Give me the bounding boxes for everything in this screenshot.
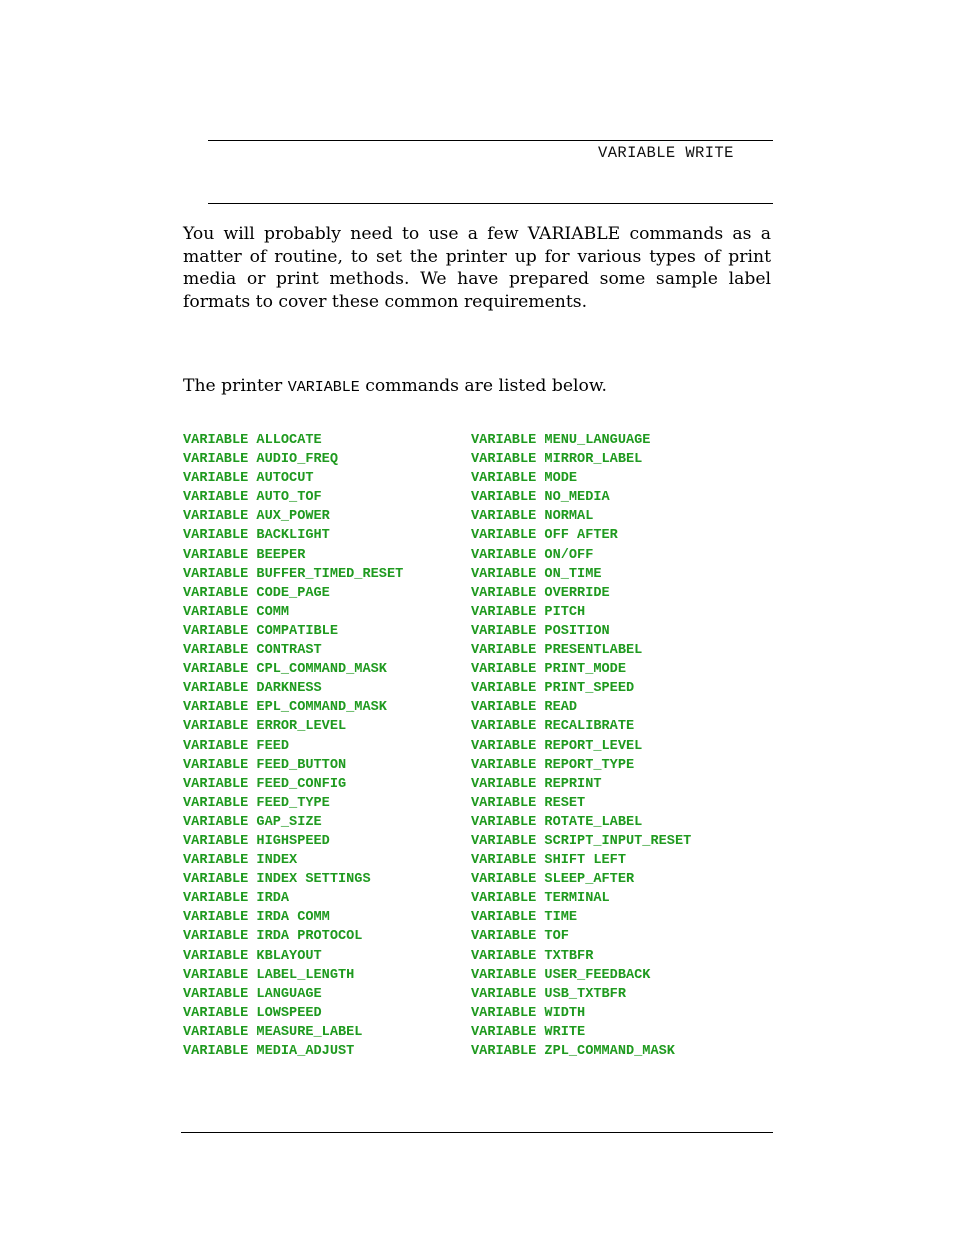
command-list-left xyxy=(183,431,403,1061)
command-item: VARIABLE COMPATIBLE xyxy=(183,623,338,639)
command-item: VARIABLE FEED_BUTTON xyxy=(183,757,347,773)
command-item: VARIABLE POSITION xyxy=(471,623,610,639)
running-header-title: VARIABLE WRITE xyxy=(598,144,734,162)
command-item: VARIABLE ALLOCATE xyxy=(183,433,322,448)
command-item: VARIABLE SHIFT LEFT xyxy=(471,853,626,869)
command-item: VARIABLE KBLAYOUT xyxy=(183,948,322,964)
command-item: VARIABLE MENU_LANGUAGE xyxy=(471,433,651,448)
command-item: VARIABLE SCRIPT_INPUT_RESET xyxy=(471,833,692,849)
command-item: VARIABLE MIRROR_LABEL xyxy=(471,452,643,468)
command-item: VARIABLE INDEX xyxy=(183,853,298,869)
command-item: VARIABLE AUTO_TOF xyxy=(183,490,322,506)
variable-keyword: VARIABLE xyxy=(287,379,360,396)
command-item: VARIABLE TXTBFR xyxy=(471,948,594,964)
command-item: VARIABLE IRDA COMM xyxy=(183,910,330,926)
commands-intro-prefix: The printer xyxy=(183,376,283,396)
command-item: VARIABLE USER_FEEDBACK xyxy=(471,967,651,983)
command-item: VARIABLE CPL_COMMAND_MASK xyxy=(183,662,387,678)
command-item: VARIABLE OVERRIDE xyxy=(471,585,610,601)
command-item: VARIABLE AUDIO_FREQ xyxy=(183,452,338,468)
command-item: VARIABLE GAP_SIZE xyxy=(183,814,322,830)
command-item: VARIABLE ROTATE_LABEL xyxy=(471,814,643,830)
command-item: VARIABLE CODE_PAGE xyxy=(183,585,330,601)
command-item: VARIABLE TIME xyxy=(471,910,578,926)
command-item: VARIABLE PITCH xyxy=(471,604,586,620)
command-item: VARIABLE MODE xyxy=(471,471,578,487)
command-item: VARIABLE TERMINAL xyxy=(471,891,610,907)
command-item: VARIABLE REPRINT xyxy=(471,776,602,792)
command-item: VARIABLE NO_MEDIA xyxy=(471,490,610,506)
command-item: VARIABLE TOF xyxy=(471,929,569,945)
intro-paragraph: You will probably need to use a few VARIABLE commands as a matter of routine, to set the printer up for various types of print media or print methods. We have prepared some sample label formats to cover these common requirements. xyxy=(183,224,771,312)
command-item: VARIABLE DARKNESS xyxy=(183,681,322,697)
command-item: VARIABLE BACKLIGHT xyxy=(183,528,330,544)
footer-rule xyxy=(181,1132,773,1133)
command-item: VARIABLE SLEEP_AFTER xyxy=(471,872,635,888)
command-item: VARIABLE EPL_COMMAND_MASK xyxy=(183,700,387,716)
command-item: VARIABLE READ xyxy=(471,700,578,716)
command-item: VARIABLE WRITE xyxy=(471,1024,586,1040)
command-item: VARIABLE MEDIA_ADJUST xyxy=(183,1044,355,1059)
command-item: VARIABLE RESET xyxy=(471,795,586,811)
command-item: VARIABLE ZPL_COMMAND_MASK xyxy=(471,1044,675,1059)
command-item: VARIABLE IRDA PROTOCOL xyxy=(183,929,363,945)
command-item: VARIABLE COMM xyxy=(183,604,290,620)
command-item: VARIABLE LOWSPEED xyxy=(183,1005,322,1021)
command-item: VARIABLE ON/OFF xyxy=(471,547,594,563)
command-item: VARIABLE OFF AFTER xyxy=(471,528,618,544)
header-top-rule xyxy=(208,140,773,141)
command-item: VARIABLE MEASURE_LABEL xyxy=(183,1024,363,1040)
command-item: VARIABLE LANGUAGE xyxy=(183,986,322,1002)
command-item: VARIABLE AUX_POWER xyxy=(183,509,330,525)
command-item: VARIABLE HIGHSPEED xyxy=(183,833,330,849)
command-list-right xyxy=(471,431,691,1061)
command-item: VARIABLE FEED_CONFIG xyxy=(183,776,347,792)
command-item: VARIABLE PRINT_SPEED xyxy=(471,681,635,697)
command-item: VARIABLE USB_TXTBFR xyxy=(471,986,626,1002)
command-item: VARIABLE BUFFER_TIMED_RESET xyxy=(183,566,404,582)
commands-intro-suffix: commands are listed below. xyxy=(365,376,607,396)
command-item: VARIABLE NORMAL xyxy=(471,509,594,525)
commands-intro-sentence xyxy=(183,376,607,396)
command-item: VARIABLE RECALIBRATE xyxy=(471,719,635,735)
command-item: VARIABLE CONTRAST xyxy=(183,643,322,659)
command-item: VARIABLE ERROR_LEVEL xyxy=(183,719,347,735)
command-item: VARIABLE BEEPER xyxy=(183,547,306,563)
command-item: VARIABLE PRINT_MODE xyxy=(471,662,626,678)
command-item: VARIABLE ON_TIME xyxy=(471,566,602,582)
command-item: VARIABLE FEED_TYPE xyxy=(183,795,330,811)
header-bottom-rule xyxy=(208,203,773,204)
command-item: VARIABLE REPORT_TYPE xyxy=(471,757,635,773)
command-item: VARIABLE PRESENTLABEL xyxy=(471,643,643,659)
command-item: VARIABLE LABEL_LENGTH xyxy=(183,967,355,983)
command-item: VARIABLE FEED xyxy=(183,738,290,754)
command-item: VARIABLE REPORT_LEVEL xyxy=(471,738,643,754)
command-item: VARIABLE INDEX SETTINGS xyxy=(183,872,371,888)
command-item: VARIABLE IRDA xyxy=(183,891,290,907)
command-item: VARIABLE WIDTH xyxy=(471,1005,586,1021)
command-item: VARIABLE AUTOCUT xyxy=(183,471,314,487)
